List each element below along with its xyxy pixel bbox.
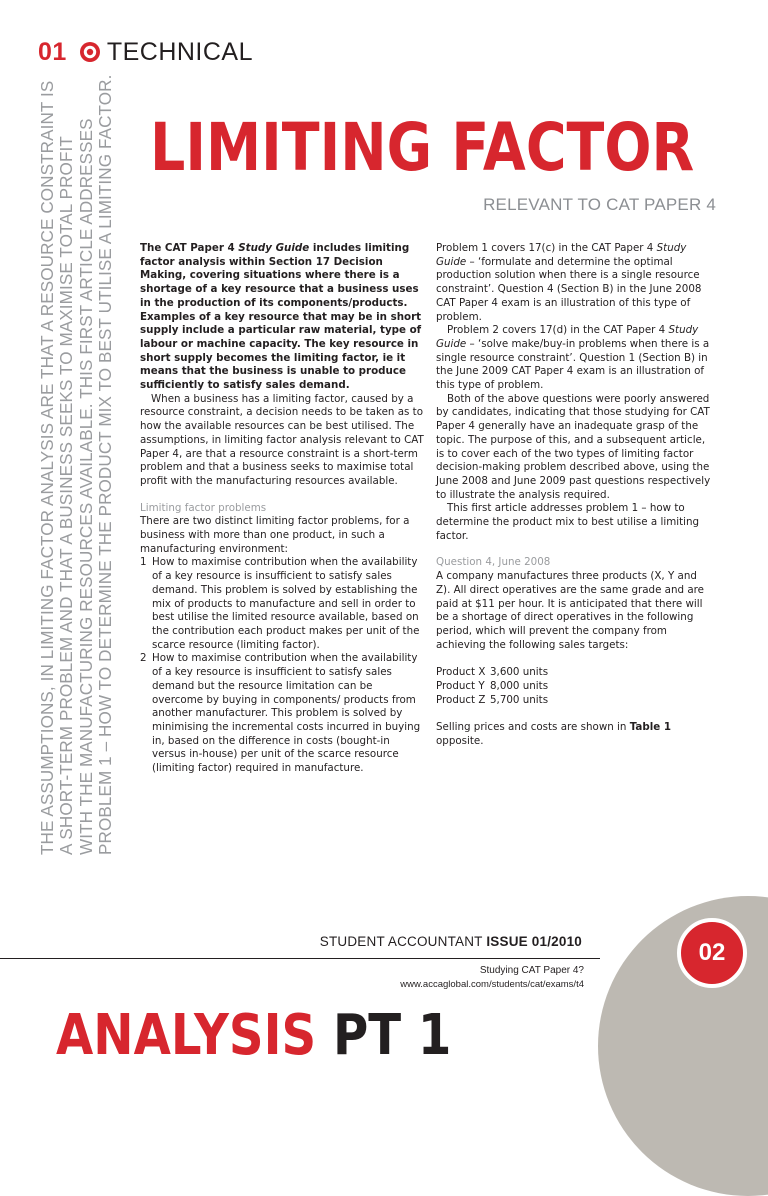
sidebar-line: WITH THE MANUFACTURING RESOURCES AVAILABLE. THIS FIRST ARTICLE ADDRESSES [76,118,96,855]
article-title: LIMITING FACTOR [150,109,695,186]
body-paragraph [436,324,714,393]
page-number-badge [677,918,747,988]
product-units: 3,600 units [490,666,549,679]
product-row [436,694,714,708]
promo-text: Studying CAT Paper 4? [479,965,584,976]
list-number: 1 [140,556,147,569]
body-text: Problem 2 covers 17(d) in the CAT Paper 4 [447,324,669,337]
lead-text: The CAT Paper 4 [140,242,239,254]
subheading: Limiting factor problems [140,501,267,514]
next-article-title [56,1003,452,1068]
footer-rule [0,958,600,959]
next-title-black: PT 1 [332,1003,452,1068]
list-text: How to maximise contribution when the availability of a key resource is insufficient to satisfy sales demand but the resource limitation can be overcome by buying in components/ products from another manufacturer. This problem is solved by minimising the incremental costs incurred in buying in, based on the difference in costs (bought-in versus in-house) per unit of the scarce resource (limiting factor) required in manufacture. [152,652,421,775]
body-text: opposite. [436,734,484,747]
issue-number: ISSUE 01/2010 [486,934,582,949]
product-name: Product Z [436,693,486,706]
page-number: 02 [698,939,726,966]
body-text: – ‘solve make/buy-in problems when there is a single resource constraint’. Question 1 (Section B) in the June 2009 CAT Paper 4 exam is an illustration of this type of problem. [436,337,710,392]
product-list [436,666,714,707]
product-name: Product Y [436,680,485,693]
subheading: Question 4, June 2008 [436,556,551,569]
section-number: 01 [38,37,67,66]
article-column-2 [436,242,714,749]
list-item [140,652,424,775]
product-units: 8,000 units [490,680,549,693]
product-row [436,680,714,694]
body-text: – ‘formulate and determine the optimal production solution when there is a single resource constraint’. Question 4 (Section B) in the June 2008 CAT Paper 4 exam is an illustration of this type of problem. [436,255,702,323]
body-paragraph: When a business has a limiting factor, caused by a resource constraint, a decision needs to be taken as to how the available resources can be best utilised. The assumptions, in limiting factor analysis relevant to CAT Paper 4, are that a resource constraint is a short-term problem and that a business seeks to maximise total profit with the manufacturing resources available. [140,392,424,487]
body-italic: Study Guide [436,324,699,350]
target-icon [79,41,101,63]
list-text: How to maximise contribution when the availability of a key resource is insufficient to satisfy sales demand. This problem is solved by establishing the mix of products to manufacture and sell in order to best utilise the limited resource available, based on the contribution each product makes per unit of the scarce resource (limiting factor). [152,556,420,651]
sidebar-pull-quote [38,74,116,855]
body-paragraph: This first article addresses problem 1 – how to determine the product mix to best utilise a limiting factor. [436,502,700,542]
body-paragraph: A company manufactures three products (X, Y and Z). All direct operatives are the same grade and are paid at $11 per hour. It is anticipated that there will be a shortage of direct operatives in the following period, which will prevent the company from achieving the following sales targets: [436,570,704,651]
article-column-1 [140,242,424,776]
sidebar-line: THE ASSUMPTIONS, IN LIMITING FACTOR ANALYSIS ARE THAT A RESOURCE CONSTRAINT IS [38,80,57,855]
list-item [140,556,424,652]
body-text: Problem 1 covers 17(c) in the CAT Paper 4 [436,242,657,254]
numbered-list [140,556,424,775]
spacer [436,708,714,722]
sidebar-line: A SHORT-TERM PROBLEM AND THAT A BUSINESS SEEKS TO MAXIMISE TOTAL PROFIT [57,136,77,855]
lead-italic: Study Guide [238,242,310,254]
section-header [38,36,253,68]
magazine-name: STUDENT ACCOUNTANT [319,934,487,949]
product-name: Product X [436,666,486,679]
lead-paragraph [140,242,424,393]
product-units: 5,700 units [490,693,549,706]
section-title: TECHNICAL [106,37,253,66]
body-text: Selling prices and costs are shown in [436,721,630,734]
magazine-issue [320,934,582,949]
body-paragraph: There are two distinct limiting factor problems, for a business with more than one product, in such a manufacturing environment: [140,515,410,555]
lead-text: includes limiting factor analysis within Section 17 Decision Making, covering situations where there is a shortage of a key resource that a business uses in the production of its components/products. Examples of a key resource that may be in short supply include a particular raw material, type of labour or machine capacity. The key resource in short supply becomes the limiting factor, ie it means that the business is unable to produce sufficiently to satisfy sales demand. [140,242,422,392]
list-number: 2 [140,652,147,665]
body-paragraph [436,242,714,324]
product-row [436,666,714,680]
next-title-red: ANALYSIS [56,1003,317,1068]
article-subtitle: RELEVANT TO CAT PAPER 4 [483,195,716,214]
table-reference: Table 1 [629,721,671,734]
sidebar-line: PROBLEM 1 – HOW TO DETERMINE THE PRODUCT MIX TO BEST UTILISE A LIMITING FACTOR. [96,74,116,855]
body-italic: Study Guide [436,242,687,268]
body-paragraph [436,721,714,748]
body-paragraph: Both of the above questions were poorly answered by candidates, indicating that those studying for CAT Paper 4 generally have an inadequate grasp of the topic. The purpose of this, and a subsequent article, is to cover each of the two types of limiting factor decision-making problem described above, using the June 2008 and June 2009 past questions respectively to illustrate the analysis required. [436,392,711,501]
promo-url[interactable]: www.accaglobal.com/students/cat/exams/t4 [400,979,584,990]
